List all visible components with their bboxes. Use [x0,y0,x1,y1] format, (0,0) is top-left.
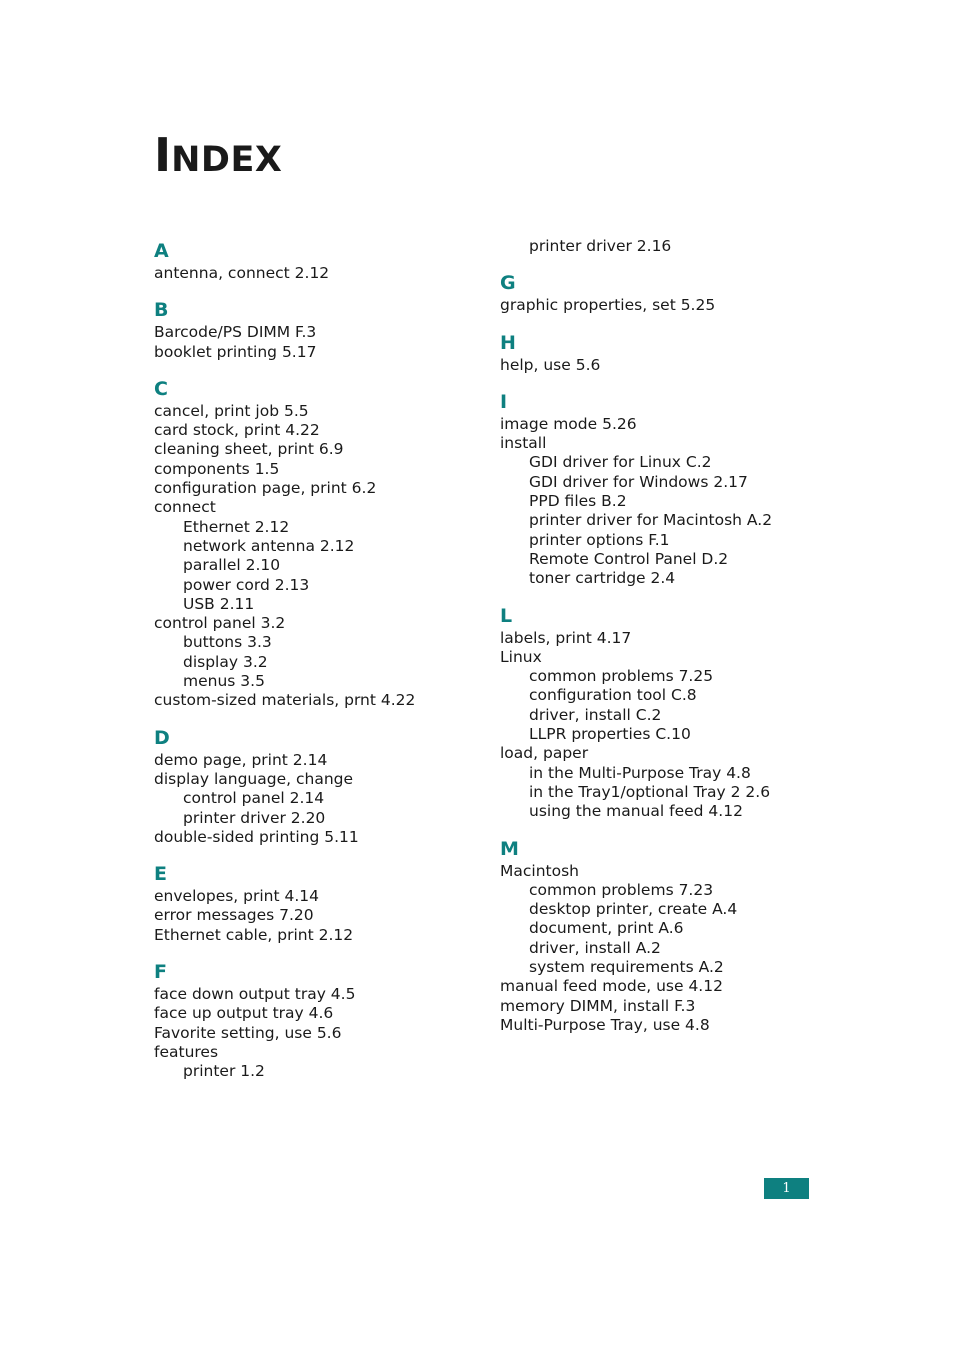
index-entry: image mode 5.26 [500,414,637,433]
index-subentry: printer driver for Macintosh A.2 [529,511,773,530]
index-subentry: power cord 2.13 [183,575,310,594]
index-subentry: configuration tool C.8 [529,686,697,705]
index-subentry: driver, install A.2 [529,938,661,957]
index-subentry: PPD files B.2 [529,492,627,511]
page-title-rest: NDEX [171,140,283,180]
index-subentry: USB 2.11 [183,594,255,613]
index-entry: control panel 3.2 [154,614,286,633]
index-section [154,724,484,847]
index-entry: Macintosh [500,861,579,880]
index-subentry: common problems 7.23 [529,880,714,899]
index-section [154,860,484,945]
index-entry: cleaning sheet, print 6.9 [154,440,344,459]
index-entry: labels, print 4.17 [500,628,632,647]
index-entry: connect [154,498,216,517]
index-section [154,375,484,711]
index-subentry: using the manual feed 4.12 [529,802,743,821]
index-entry: graphic properties, set 5.25 [500,296,716,315]
section-letter-heading: A [154,240,169,262]
index-section [154,958,484,1081]
index-subentry: Remote Control Panel D.2 [529,549,729,568]
page-title-initial: I [154,128,172,182]
index-subentry: network antenna 2.12 [183,536,355,555]
section-letter-heading: C [154,377,168,400]
section-letter-heading: F [154,961,167,984]
index-entry: card stock, print 4.22 [154,421,320,440]
index-subentry: GDI driver for Windows 2.17 [529,472,748,491]
index-section [500,602,830,822]
index-subentry: driver, install C.2 [529,705,662,724]
index-subentry: Ethernet 2.12 [183,517,290,536]
index-section [154,296,484,362]
index-section [500,835,830,1036]
index-subentry: display 3.2 [183,652,268,671]
index-entry: error messages 7.20 [154,906,314,925]
index-entry: features [154,1042,219,1061]
section-letter-heading: H [500,331,516,354]
index-entry: envelopes, print 4.14 [154,887,320,906]
index-entry: install [500,434,547,453]
index-entry: components 1.5 [154,459,280,478]
index-entry: booklet printing 5.17 [154,342,317,361]
section-letter-heading: M [500,837,519,860]
index-subentry: printer options F.1 [529,530,670,549]
index-subentry: control panel 2.14 [183,789,325,808]
index-entry: configuration page, print 6.2 [154,479,377,498]
index-entry: double-sided printing 5.11 [154,827,359,846]
index-subentry: common problems 7.25 [529,667,714,686]
index-entry: custom-sized materials, prnt 4.22 [154,691,416,710]
index-subentry: parallel 2.10 [183,556,281,575]
index-column-left [154,237,484,1095]
index-entry: cancel, print job 5.5 [154,401,309,420]
index-subentry: GDI driver for Linux C.2 [529,453,712,472]
index-subentry: buttons 3.3 [183,633,272,652]
index-section [500,388,830,589]
index-entry: Linux [500,647,542,666]
index-entry: load, paper [500,744,589,763]
index-subentry: menus 3.5 [183,672,265,691]
index-entry: Multi-Purpose Tray, use 4.8 [500,1015,710,1034]
index-entry: Barcode/PS DIMM F.3 [154,323,317,342]
section-letter-heading: E [154,863,167,886]
index-subentry: system requirements A.2 [529,958,724,977]
index-subentry: printer driver 2.16 [529,237,672,255]
index-section [154,237,484,283]
index-subentry: in the Tray1/optional Tray 2 2.6 [529,782,771,801]
index-subentry: LLPR properties C.10 [529,725,691,744]
index-subentry: document, print A.6 [529,919,684,938]
section-letter-heading: I [500,390,508,413]
index-entry: help, use 5.6 [500,355,601,374]
index-entry: demo page, print 2.14 [154,750,328,769]
index-entry: memory DIMM, install F.3 [500,996,696,1015]
index-entry: Favorite setting, use 5.6 [154,1023,342,1042]
section-letter-heading: L [500,604,513,627]
index-subentry: toner cartridge 2.4 [529,569,676,588]
index-subentry: printer driver 2.20 [183,808,326,827]
index-entry: display language, change [154,769,354,788]
index-section [500,269,830,315]
index-section [500,237,830,256]
index-subentry: printer 1.2 [183,1062,265,1081]
index-entry: face up output tray 4.6 [154,1004,334,1023]
section-letter-heading: G [500,272,516,295]
index-subentry: desktop printer, create A.4 [529,900,738,919]
index-subentry: in the Multi-Purpose Tray 4.8 [529,763,751,782]
index-entry: antenna, connect 2.12 [154,264,330,282]
index-section [500,329,830,375]
index-entry: manual feed mode, use 4.12 [500,977,723,996]
index-entry: Ethernet cable, print 2.12 [154,925,354,944]
index-column-right [500,237,830,1048]
page-number-badge: 1 [764,1178,809,1199]
section-letter-heading: D [154,726,170,749]
section-letter-heading: B [154,299,169,322]
page-title [154,128,283,182]
index-entry: face down output tray 4.5 [154,985,356,1004]
